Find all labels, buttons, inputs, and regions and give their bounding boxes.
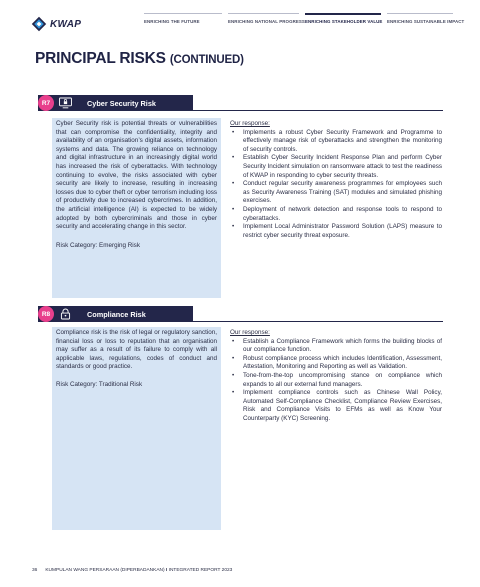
footer-publisher: KUMPULAN WANG PERSARAAN (DIPERBADANKAN)	[45, 568, 165, 573]
computer-lock-icon	[59, 97, 72, 109]
risk-header-rule	[193, 321, 443, 322]
risk-code-badge: R8	[38, 306, 54, 322]
nav-item-stakeholder-value[interactable]: ENRICHING STAKEHOLDER VALUE	[305, 13, 381, 24]
response-item: • Conduct regular security awareness programmes for employees such as Security Awareness Training (SAT) modules and simulated phishing exercises.	[230, 180, 442, 206]
footer-text	[45, 568, 232, 573]
page-title	[35, 50, 244, 68]
risk-title: Compliance Risk	[87, 309, 146, 319]
response-item: • Implement compliance controls such as Chinese Wall Policy, Automated Self-Compliance Checklist, Compliance Review Exercises, Risk and Compliance Visits to EFMs as well as Know Your Counterparty (KYC) Screening.	[230, 389, 442, 423]
page-number: 36	[32, 568, 38, 573]
nav-item-national-progress[interactable]: ENRICHING NATIONAL PROGRESS	[228, 13, 299, 24]
risk-header-rule	[193, 110, 443, 111]
response-heading: Our response:	[230, 329, 270, 336]
page-title-sub: (CONTINUED)	[169, 54, 244, 66]
kwap-logo	[31, 16, 81, 32]
response-item: • Implements a robust Cyber Security Framework and Programme to effectively manage risk of cyberattacks and strengthen the monitoring of security controls.	[230, 129, 442, 155]
footer-separator: I	[165, 568, 168, 573]
response-item: • Establish a Compliance Framework which forms the building blocks of our compliance function.	[230, 338, 442, 355]
response-list	[230, 338, 442, 424]
response-list	[230, 129, 442, 241]
risk-category: Risk Category: Emerging Risk	[56, 241, 140, 249]
kwap-logo-mark-icon	[31, 16, 47, 32]
section-nav	[144, 13, 465, 24]
risk-category: Risk Category: Traditional Risk	[56, 380, 143, 388]
risk-description: Cyber Security risk is potential threats or vulnerabilities that can compromise the confidentiality, integrity and availability of an organisation’s digital assets, information systems and data. The growing reliance on technology and digital infrastructure in an increasingly digital world has increased the risk of cyberattacks. With technology continuing to evolve, the risks associated with cyber security are likely to increase, resulting in increasing losses due to cyber theft or cyber terrorism including loss of productivity due to increased cybercrimes. In addition, the artificial intelligence (AI) is expected to be widely adopted by both cybercriminals and those in cyber security and accelerating change in this sector.	[56, 120, 217, 231]
nav-item-sustainable-impact[interactable]: ENRICHING SUSTAINABLE IMPACT	[387, 13, 453, 24]
risk-response	[230, 120, 442, 240]
risk-title: Cyber Security Risk	[87, 98, 156, 108]
response-item: • Deployment of network detection and response tools to respond to cyberattacks.	[230, 206, 442, 223]
footer-report: INTEGRATED REPORT 2023	[168, 568, 233, 573]
brand-name: KWAP	[50, 18, 82, 30]
risk-description: Compliance risk is the risk of legal or regulatory sanction, financial loss or loss to reputation that an organisation may suffer as a result of its failure to comply with all applicable laws, regulations, codes of conduct and standards or good practice.	[56, 329, 217, 371]
response-item: • Implement Local Administrator Password Solution (LAPS) measure to restrict cyber security threat exposure.	[230, 223, 442, 240]
page-title-main: PRINCIPAL RISKS	[35, 50, 166, 67]
response-item: • Robust compliance process which includes Identification, Assessment, Attestation, Monitoring and Reporting as well as Validation.	[230, 355, 442, 372]
nav-item-future[interactable]: ENRICHING THE FUTURE	[144, 13, 222, 24]
response-heading: Our response:	[230, 120, 270, 127]
padlock-icon	[59, 308, 72, 320]
risk-header-r8	[38, 306, 443, 322]
response-item: • Establish Cyber Security Incident Response Plan and perform Cyber Security Incident simulation on ransomware attack to test the readiness of KWAP in responding to cyber security threats.	[230, 154, 442, 180]
page-footer	[32, 568, 232, 573]
risk-header-r7	[38, 95, 443, 111]
risk-response	[230, 329, 442, 424]
risk-description-panel	[52, 118, 221, 298]
risk-description-panel	[52, 327, 221, 530]
response-item: • Tone-from-the-top uncompromising stance on compliance which expands to all our external fund managers.	[230, 372, 442, 389]
risk-code-badge: R7	[38, 95, 54, 111]
